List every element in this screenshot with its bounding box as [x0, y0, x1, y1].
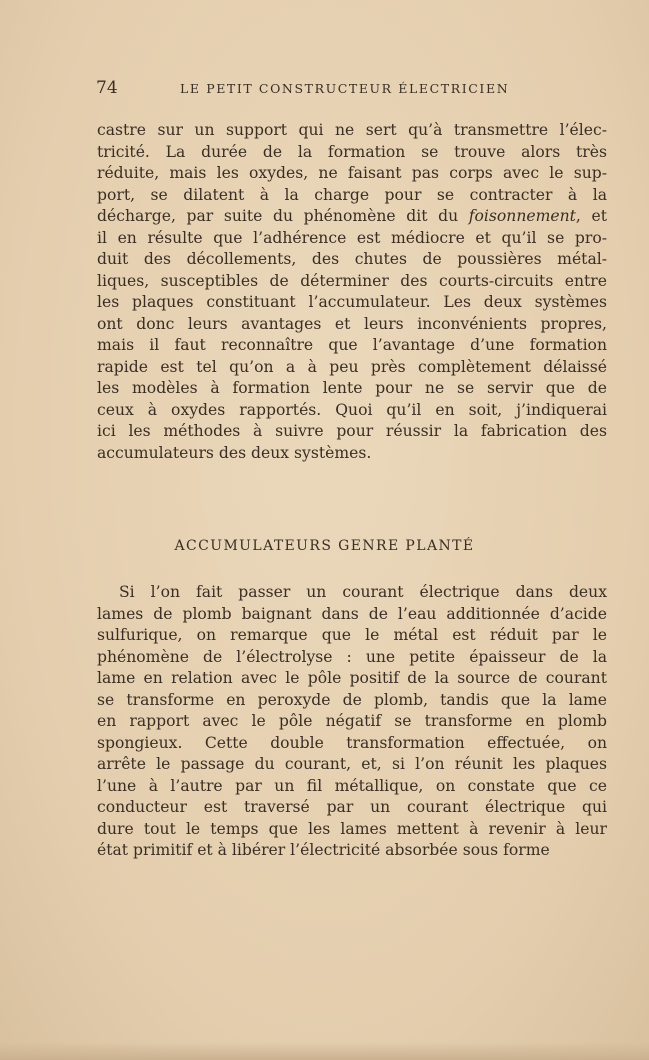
text-line: ceux à oxydes rapportés. Quoi qu’il en soit, j’indiquerai — [97, 400, 607, 419]
text-line: réduite, mais les oxydes, ne faisant pas corps avec le sup- — [97, 164, 607, 182]
text-line: liques, susceptibles de déterminer des courts-circuits entre — [97, 271, 607, 290]
text-line: les modèles à formation lente pour ne se servir que de — [97, 379, 607, 397]
text-line: en rapport avec le pôle négatif se transforme en plomb — [97, 712, 607, 730]
text-line: accumulateurs des deux systèmes. — [97, 443, 372, 462]
text-line: arrête le passage du courant, et, si l’on réunit les plaques — [97, 755, 607, 773]
text-line: port, se dilatent à la charge pour se contracter à la — [97, 185, 607, 204]
running-title: LE PETIT CONSTRUCTEUR ÉLECTRICIEN — [180, 81, 510, 96]
paragraph-continued — [97, 120, 607, 464]
page-header — [96, 78, 536, 100]
text-line: décharge, par suite du phénomène dit du foisonnement, et — [97, 207, 607, 225]
text-line: lames de plomb baignant dans de l’eau additionnée d’acide — [97, 604, 607, 623]
text-line: conducteur est traversé par un courant électrique qui — [97, 798, 607, 816]
text-line: dure tout le temps que les lames mettent à revenir à leur — [97, 819, 607, 838]
text-line: se transforme en peroxyde de plomb, tandis que la lame — [97, 690, 607, 709]
text-line: lame en relation avec le pôle positif de la source de courant — [97, 669, 607, 687]
text-line: Si l’on fait passer un courant électrique dans deux — [119, 583, 607, 601]
text-line: état primitif et à libérer l’électricité absorbée sous forme — [97, 841, 550, 859]
text-line: spongieux. Cette double transformation effectuée, on — [97, 733, 607, 752]
text-line: ont donc leurs avantages et leurs inconvénients propres, — [97, 314, 607, 333]
section-title: ACCUMULATEURS GENRE PLANTÉ — [174, 538, 475, 554]
text-line: castre sur un support qui ne sert qu’à transmettre l’élec- — [97, 121, 607, 139]
text-line: tricité. La durée de la formation se trouve alors très — [97, 142, 607, 161]
page-number: 74 — [96, 78, 118, 98]
text-line: l’une à l’autre par un fil métallique, on constate que ce — [97, 776, 607, 795]
paragraph-plante — [97, 582, 607, 862]
text-line: sulfurique, on remarque que le métal est réduit par le — [97, 626, 607, 644]
text-line: les plaques constituant l’accumulateur. Les deux systèmes — [97, 293, 607, 311]
page-edge — [0, 1042, 649, 1060]
text-line: phénomène de l’électrolyse : une petite épaisseur de la — [97, 647, 607, 666]
text-line: rapide est tel qu’on a à peu près complètement délaissé — [97, 357, 607, 376]
text-line: mais il faut reconnaître que l’avantage d’une formation — [97, 336, 607, 354]
text-line: ici les méthodes à suivre pour réussir la fabrication des — [97, 422, 607, 440]
text-line: il en résulte que l’adhérence est médiocre et qu’il se pro- — [97, 228, 607, 247]
text-line: duit des décollements, des chutes de poussières métal- — [97, 250, 607, 268]
